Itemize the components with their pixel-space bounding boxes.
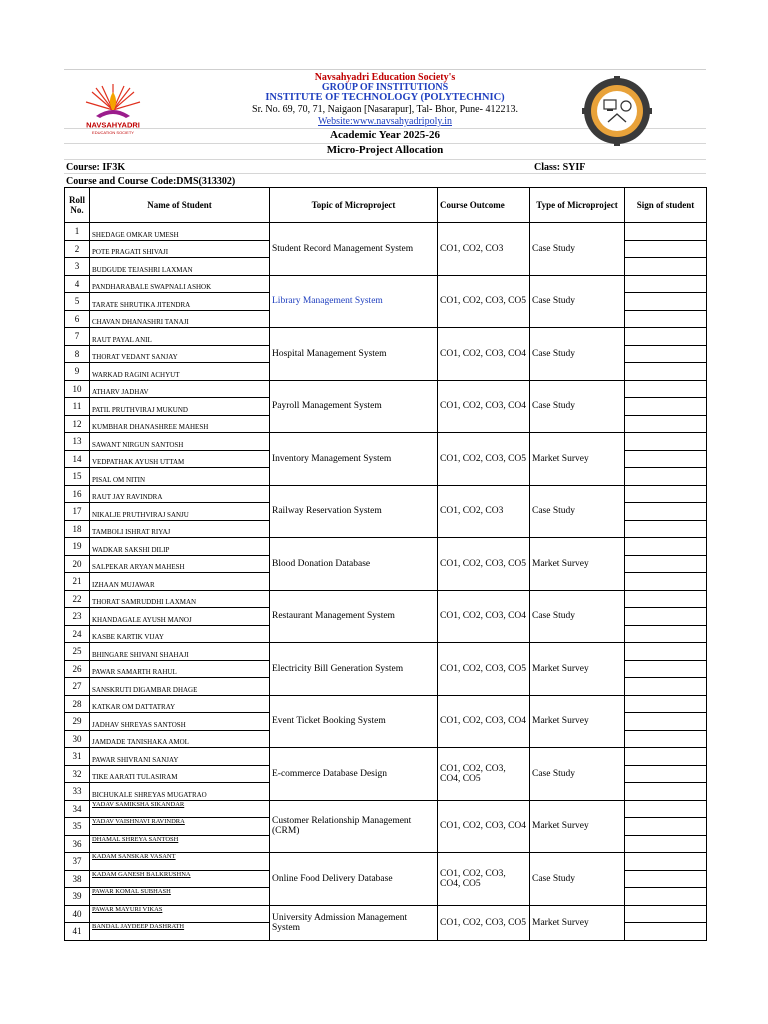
microproject-topic: Restaurant Management System xyxy=(270,590,438,643)
student-name: JAMDADE TANISHAKA AMOL xyxy=(90,730,270,748)
signature-cell[interactable] xyxy=(625,905,707,923)
course-label: Course: IF3K xyxy=(66,162,126,173)
sheet-header xyxy=(64,70,706,187)
roll-number: 39 xyxy=(65,888,90,906)
signature-cell[interactable] xyxy=(625,503,707,521)
course-outcome: CO1, CO2, CO3, CO4 xyxy=(438,800,530,853)
table-row xyxy=(65,485,707,503)
roll-number: 18 xyxy=(65,520,90,538)
roll-number: 26 xyxy=(65,660,90,678)
roll-number: 16 xyxy=(65,485,90,503)
roll-number: 15 xyxy=(65,468,90,486)
student-name: KADAM SANSKAR VASANT xyxy=(90,853,270,871)
institute-name: INSTITUTE OF TECHNOLOGY (POLYTECHNIC) xyxy=(265,92,505,103)
roll-number: 29 xyxy=(65,713,90,731)
roll-number: 6 xyxy=(65,310,90,328)
microproject-type: Case Study xyxy=(530,853,625,906)
signature-cell[interactable] xyxy=(625,345,707,363)
svg-text:EDUCATION SOCIETY: EDUCATION SOCIETY xyxy=(92,130,134,135)
microproject-type: Case Study xyxy=(530,590,625,643)
roll-number: 41 xyxy=(65,923,90,941)
signature-cell[interactable] xyxy=(625,800,707,818)
roll-number: 23 xyxy=(65,608,90,626)
signature-cell[interactable] xyxy=(625,293,707,311)
student-name: PANDHARABALE SWAPNALI ASHOK xyxy=(90,275,270,293)
course-outcome: CO1, CO2, CO3, CO5 xyxy=(438,905,530,940)
student-name: BICHUKALE SHREYAS MUGATRAO xyxy=(90,783,270,801)
signature-cell[interactable] xyxy=(625,328,707,346)
table-row xyxy=(65,853,707,871)
table-row xyxy=(65,433,707,451)
microproject-type: Case Study xyxy=(530,275,625,328)
roll-number: 3 xyxy=(65,258,90,276)
student-name: KUMBHAR DHANASHREE MAHESH xyxy=(90,415,270,433)
microproject-topic: Railway Reservation System xyxy=(270,485,438,538)
student-name: WARKAD RAGINI ACHYUT xyxy=(90,363,270,381)
signature-cell[interactable] xyxy=(625,660,707,678)
roll-number: 17 xyxy=(65,503,90,521)
table-row xyxy=(65,748,707,766)
address: Sr. No. 69, 70, 71, Naigaon [Nasarapur], Tal- Bhor, Pune- 412213. xyxy=(252,104,518,115)
academic-year: Academic Year 2025-26 xyxy=(330,129,440,141)
table-row xyxy=(65,328,707,346)
course-outcome: CO1, CO2, CO3, CO5 xyxy=(438,275,530,328)
course-outcome: CO1, CO2, CO3, CO5 xyxy=(438,433,530,486)
signature-cell[interactable] xyxy=(625,818,707,836)
allocation-table xyxy=(64,187,707,941)
roll-number: 11 xyxy=(65,398,90,416)
allocation-sheet xyxy=(64,69,706,941)
roll-number: 31 xyxy=(65,748,90,766)
microproject-type: Market Survey xyxy=(530,538,625,591)
microproject-topic: Hospital Management System xyxy=(270,328,438,381)
col-header-name: Name of Student xyxy=(90,188,270,223)
roll-number: 36 xyxy=(65,835,90,853)
roll-number: 40 xyxy=(65,905,90,923)
student-name: YADAV VAISHNAVI RAVINDRA xyxy=(90,818,270,836)
microproject-topic: Student Record Management System xyxy=(270,223,438,276)
roll-number: 25 xyxy=(65,643,90,661)
roll-number: 5 xyxy=(65,293,90,311)
signature-cell[interactable] xyxy=(625,608,707,626)
signature-cell[interactable] xyxy=(625,835,707,853)
microproject-type: Market Survey xyxy=(530,433,625,486)
table-row xyxy=(65,905,707,923)
roll-number: 13 xyxy=(65,433,90,451)
roll-number: 28 xyxy=(65,695,90,713)
table-row xyxy=(65,590,707,608)
roll-number: 9 xyxy=(65,363,90,381)
signature-cell[interactable] xyxy=(625,538,707,556)
signature-cell[interactable] xyxy=(625,520,707,538)
signature-cell[interactable] xyxy=(625,380,707,398)
student-name: THORAT VEDANT SANJAY xyxy=(90,345,270,363)
signature-cell[interactable] xyxy=(625,748,707,766)
course-outcome: CO1, CO2, CO3, CO4 xyxy=(438,590,530,643)
student-name: CHAVAN DHANASHRI TANAJI xyxy=(90,310,270,328)
student-name: YADAV SAMIKSHA SIKANDAR xyxy=(90,800,270,818)
roll-number: 24 xyxy=(65,625,90,643)
student-name: PAWAR KOMAL SUBHASH xyxy=(90,888,270,906)
microproject-topic: Inventory Management System xyxy=(270,433,438,486)
roll-number: 30 xyxy=(65,730,90,748)
student-name: DHAMAL SHREYA SANTOSH xyxy=(90,835,270,853)
student-name: ATHARV JADHAV xyxy=(90,380,270,398)
signature-cell[interactable] xyxy=(625,888,707,906)
signature-cell[interactable] xyxy=(625,713,707,731)
student-name: VEDPATHAK AYUSH UTTAM xyxy=(90,450,270,468)
roll-number: 1 xyxy=(65,223,90,241)
student-name: KHANDAGALE AYUSH MANOJ xyxy=(90,608,270,626)
roll-number: 2 xyxy=(65,240,90,258)
signature-cell[interactable] xyxy=(625,310,707,328)
microproject-topic: Event Ticket Booking System xyxy=(270,695,438,748)
signature-cell[interactable] xyxy=(625,275,707,293)
roll-number: 34 xyxy=(65,800,90,818)
table-row xyxy=(65,800,707,818)
microproject-topic: Customer Relationship Management (CRM) xyxy=(270,800,438,853)
roll-number: 32 xyxy=(65,765,90,783)
signature-cell[interactable] xyxy=(625,258,707,276)
roll-number: 10 xyxy=(65,380,90,398)
microproject-type: Market Survey xyxy=(530,643,625,696)
course-outcome: CO1, CO2, CO3, CO4 xyxy=(438,328,530,381)
signature-cell[interactable] xyxy=(625,730,707,748)
table-row xyxy=(65,380,707,398)
table-row xyxy=(65,223,707,241)
student-name: KATKAR OM DATTATRAY xyxy=(90,695,270,713)
website-link[interactable]: Website:www.navsahyadripoly.in xyxy=(318,116,452,127)
microproject-type: Case Study xyxy=(530,328,625,381)
student-name: PAWAR SAMARTH RAHUL xyxy=(90,660,270,678)
student-name: TAMBOLI ISHRAT RIYAJ xyxy=(90,520,270,538)
microproject-topic: University Admission Management System xyxy=(270,905,438,940)
table-header-row xyxy=(65,188,707,223)
microproject-topic: E-commerce Database Design xyxy=(270,748,438,801)
student-name: NIKALJE PRUTHVIRAJ SANJU xyxy=(90,503,270,521)
roll-number: 21 xyxy=(65,573,90,591)
student-name: SANSKRUTI DIGAMBAR DHAGE xyxy=(90,678,270,696)
microproject-type: Market Survey xyxy=(530,905,625,940)
microproject-topic: Library Management System xyxy=(270,275,438,328)
signature-cell[interactable] xyxy=(625,573,707,591)
student-name: SHEDAGE OMKAR UMESH xyxy=(90,223,270,241)
signature-cell[interactable] xyxy=(625,468,707,486)
microproject-topic: Electricity Bill Generation System xyxy=(270,643,438,696)
signature-cell[interactable] xyxy=(625,415,707,433)
col-header-type: Type of Microproject xyxy=(530,188,625,223)
roll-number: 38 xyxy=(65,870,90,888)
student-name: PATIL PRUTHVIRAJ MUKUND xyxy=(90,398,270,416)
student-name: BANDAL JAYDEEP DASHRATH xyxy=(90,923,270,941)
roll-number: 8 xyxy=(65,345,90,363)
student-name: IZHAAN MUJAWAR xyxy=(90,573,270,591)
student-name: THORAT SAMRUDDHI LAXMAN xyxy=(90,590,270,608)
roll-number: 19 xyxy=(65,538,90,556)
group-name: GROUP OF INSTITUTIONS xyxy=(321,82,449,93)
col-header-roll: Roll No. xyxy=(65,188,90,223)
signature-cell[interactable] xyxy=(625,433,707,451)
microproject-topic: Online Food Delivery Database xyxy=(270,853,438,906)
signature-cell[interactable] xyxy=(625,765,707,783)
signature-cell[interactable] xyxy=(625,223,707,241)
signature-cell[interactable] xyxy=(625,363,707,381)
course-outcome: CO1, CO2, CO3, CO4 xyxy=(438,695,530,748)
roll-number: 37 xyxy=(65,853,90,871)
roll-number: 22 xyxy=(65,590,90,608)
student-name: KASBE KARTIK VIJAY xyxy=(90,625,270,643)
signature-cell[interactable] xyxy=(625,870,707,888)
signature-cell[interactable] xyxy=(625,450,707,468)
table-row xyxy=(65,538,707,556)
col-header-outcome: Course Outcome xyxy=(438,188,530,223)
microproject-type: Case Study xyxy=(530,485,625,538)
student-name: POTE PRAGATI SHIVAJI xyxy=(90,240,270,258)
roll-number: 35 xyxy=(65,818,90,836)
student-name: KADAM GANESH BALKRUSHNA xyxy=(90,870,270,888)
signature-cell[interactable] xyxy=(625,783,707,801)
roll-number: 7 xyxy=(65,328,90,346)
polytechnic-gear-logo xyxy=(582,76,652,146)
course-outcome: CO1, CO2, CO3 xyxy=(438,485,530,538)
student-name: PAWAR SHIVRANI SANJAY xyxy=(90,748,270,766)
microproject-type: Case Study xyxy=(530,748,625,801)
course-outcome: CO1, CO2, CO3, CO4, CO5 xyxy=(438,748,530,801)
society-name: Navsahyadri Education Society's xyxy=(314,72,456,83)
student-name: RAUT JAY RAVINDRA xyxy=(90,485,270,503)
student-name: PISAL OM NITIN xyxy=(90,468,270,486)
table-row xyxy=(65,695,707,713)
roll-number: 27 xyxy=(65,678,90,696)
roll-number: 20 xyxy=(65,555,90,573)
roll-number: 14 xyxy=(65,450,90,468)
table-row xyxy=(65,643,707,661)
student-name: WADKAR SAKSHI DILIP xyxy=(90,538,270,556)
course-outcome: CO1, CO2, CO3 xyxy=(438,223,530,276)
signature-cell[interactable] xyxy=(625,695,707,713)
course-outcome: CO1, CO2, CO3, CO5 xyxy=(438,538,530,591)
student-name: SAWANT NIRGUN SANTOSH xyxy=(90,433,270,451)
signature-cell[interactable] xyxy=(625,485,707,503)
table-body xyxy=(65,223,707,941)
student-name: TARATE SHRUTIKA JITENDRA xyxy=(90,293,270,311)
svg-text:NAVSAHYADRI: NAVSAHYADRI xyxy=(86,120,140,130)
student-name: BUDGUDE TEJASHRI LAXMAN xyxy=(90,258,270,276)
student-name: JADHAV SHREYAS SANTOSH xyxy=(90,713,270,731)
microproject-topic: Blood Donation Database xyxy=(270,538,438,591)
microproject-type: Market Survey xyxy=(530,695,625,748)
microproject-topic: Payroll Management System xyxy=(270,380,438,433)
signature-cell[interactable] xyxy=(625,398,707,416)
signature-cell[interactable] xyxy=(625,923,707,941)
course-outcome: CO1, CO2, CO3, CO4, CO5 xyxy=(438,853,530,906)
microproject-type: Market Survey xyxy=(530,800,625,853)
roll-number: 12 xyxy=(65,415,90,433)
roll-number: 33 xyxy=(65,783,90,801)
roll-number: 4 xyxy=(65,275,90,293)
student-name: PAWAR MAYURI VIKAS xyxy=(90,905,270,923)
class-label: Class: SYIF xyxy=(534,162,586,173)
signature-cell[interactable] xyxy=(625,853,707,871)
signature-cell[interactable] xyxy=(625,240,707,258)
signature-cell[interactable] xyxy=(625,643,707,661)
course-code-label: Course and Course Code:DMS(313302) xyxy=(66,176,236,187)
signature-cell[interactable] xyxy=(625,555,707,573)
table-row xyxy=(65,275,707,293)
course-outcome: CO1, CO2, CO3, CO5 xyxy=(438,643,530,696)
signature-cell[interactable] xyxy=(625,678,707,696)
page-title: Micro-Project Allocation xyxy=(326,144,444,156)
col-header-topic: Topic of Microproject xyxy=(270,188,438,223)
microproject-type: Case Study xyxy=(530,223,625,276)
student-name: BHINGARE SHIVANI SHAHAJI xyxy=(90,643,270,661)
student-name: SALPEKAR ARYAN MAHESH xyxy=(90,555,270,573)
signature-cell[interactable] xyxy=(625,590,707,608)
course-outcome: CO1, CO2, CO3, CO4 xyxy=(438,380,530,433)
col-header-sign: Sign of student xyxy=(625,188,707,223)
signature-cell[interactable] xyxy=(625,625,707,643)
student-name: TIKE AARATI TULASIRAM xyxy=(90,765,270,783)
microproject-type: Case Study xyxy=(530,380,625,433)
student-name: RAUT PAYAL ANIL xyxy=(90,328,270,346)
